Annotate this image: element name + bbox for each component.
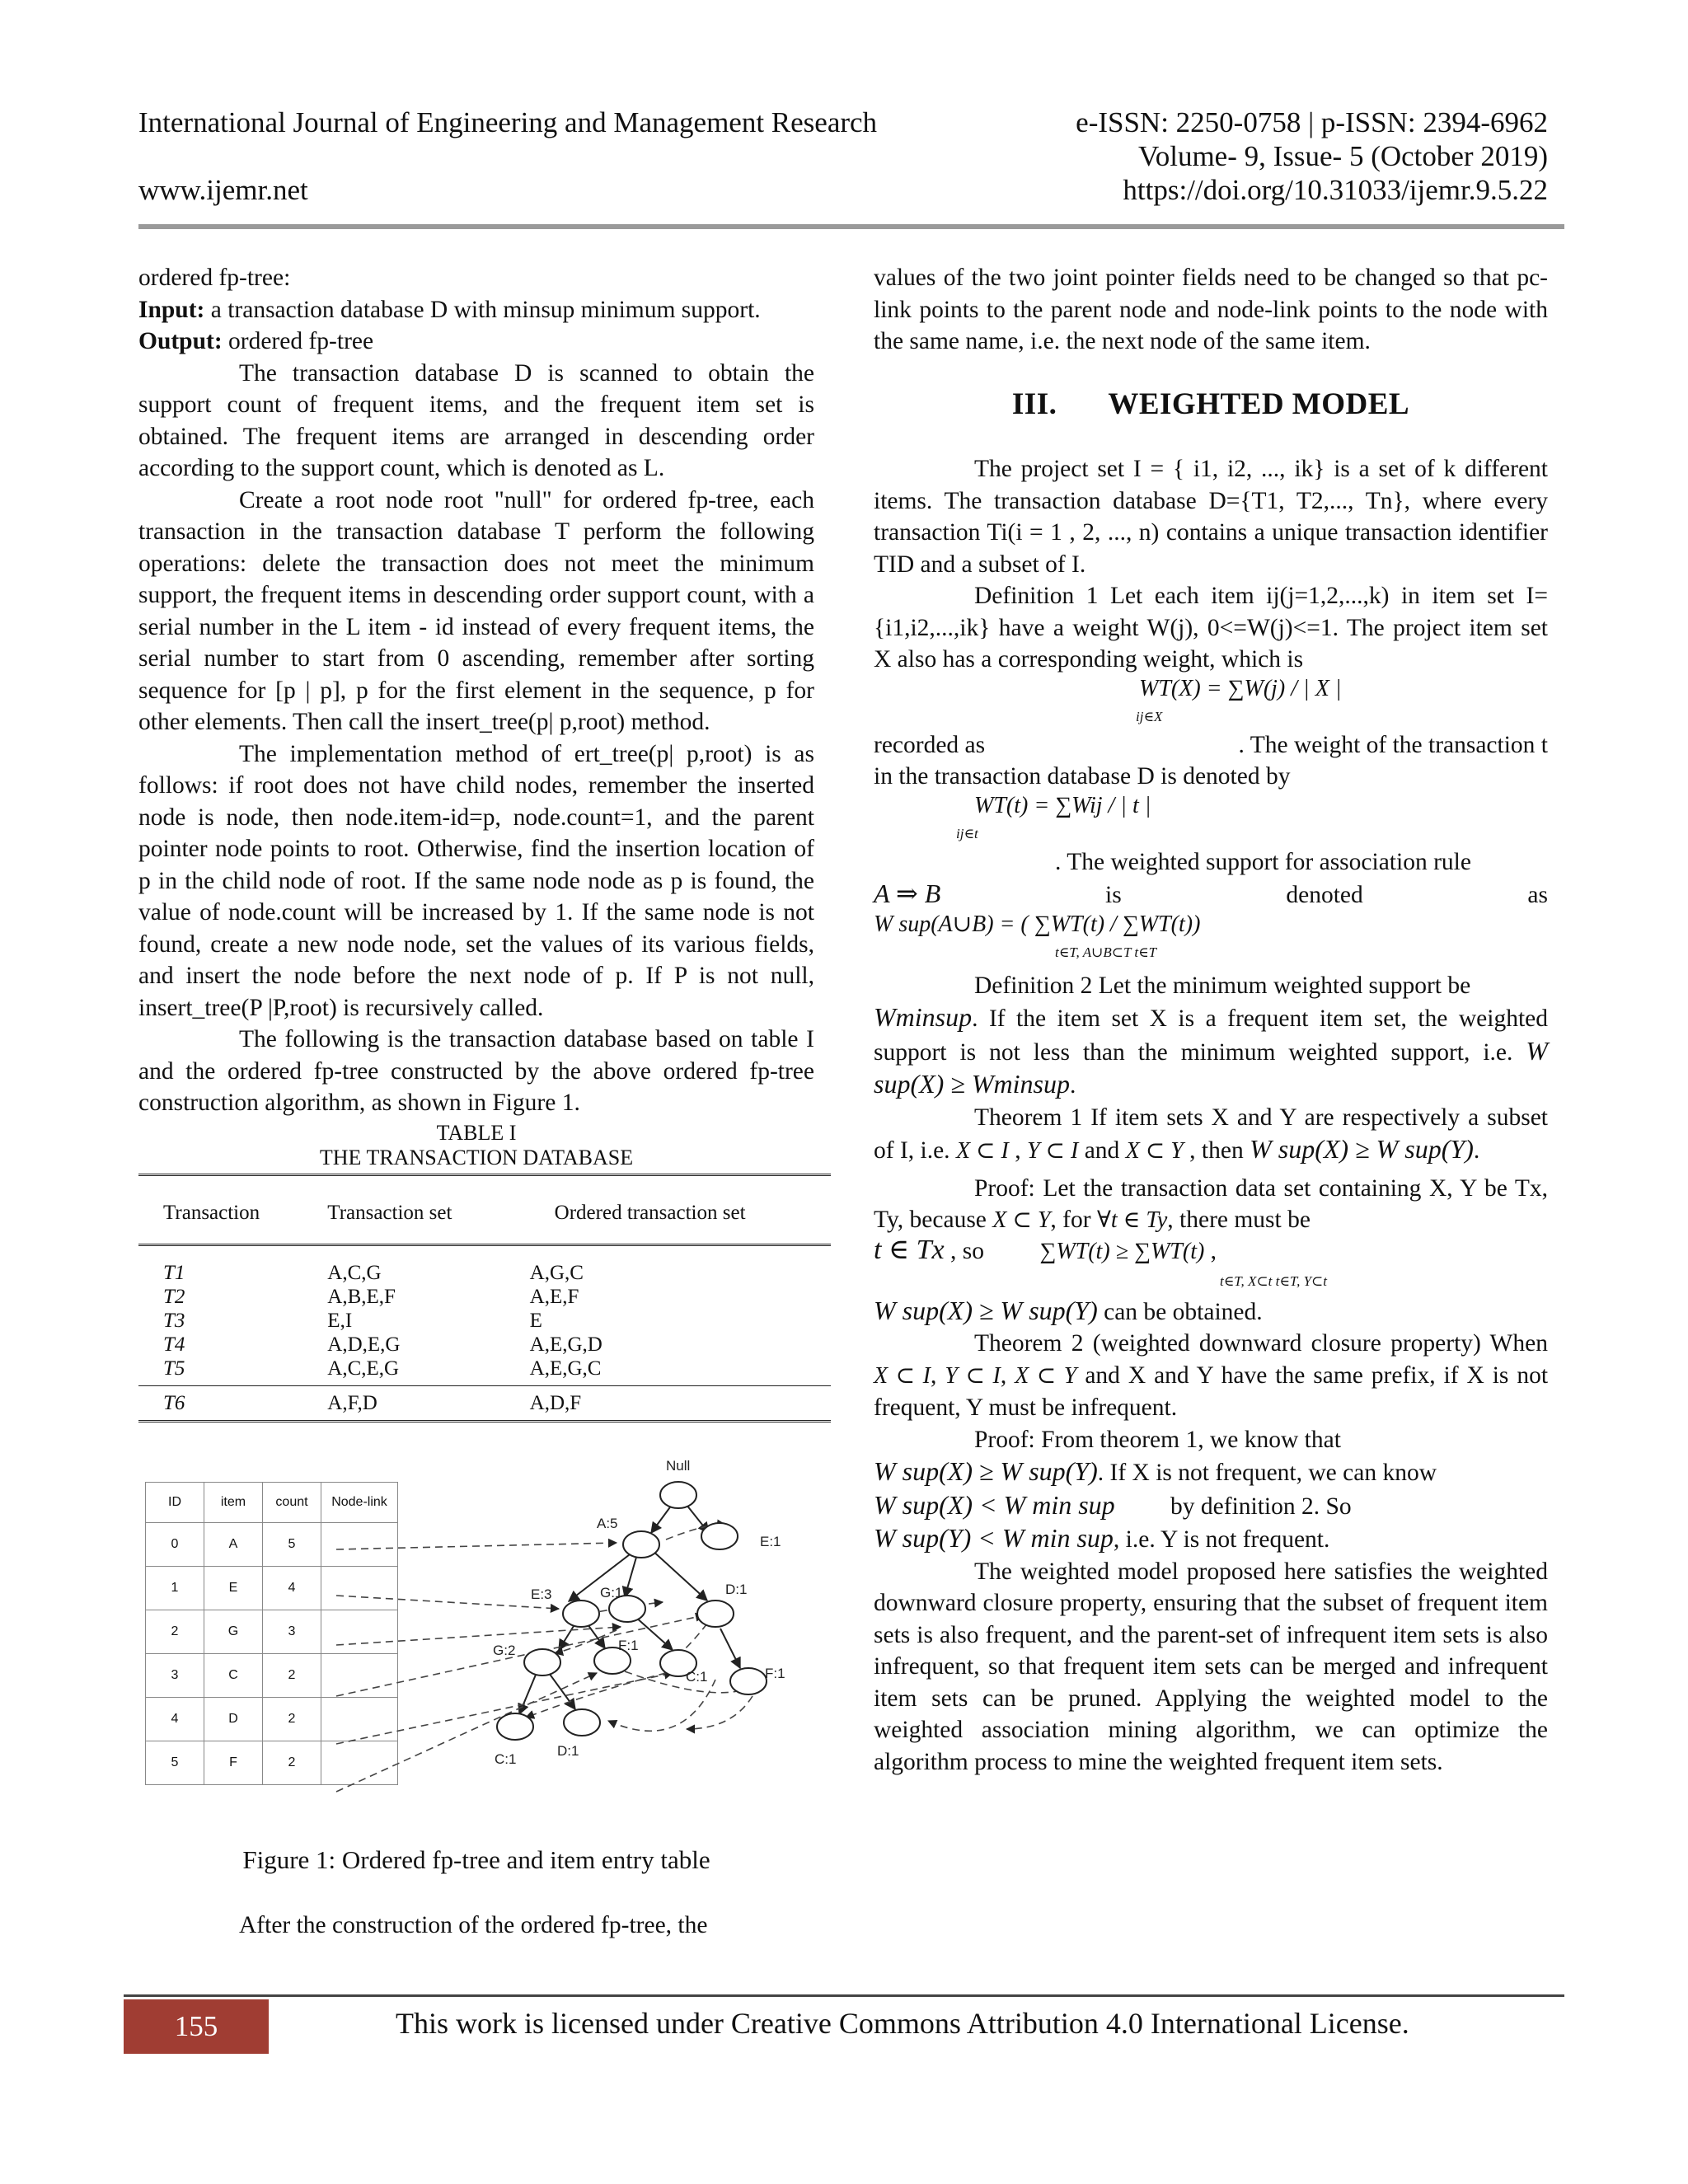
table-caption: TABLE I THE TRANSACTION DATABASE (319, 1120, 634, 1169)
definition-2: Definition 2 Let the minimum weighted support be (974, 972, 1471, 999)
doi-link[interactable]: https://doi.org/10.31033/ijemr.9.5.22 (1123, 174, 1548, 206)
table-row: T6 A,F,D A,D,F (138, 1386, 831, 1422)
page-number: 155 (124, 1999, 269, 2054)
header-rule (138, 224, 1564, 229)
formula-a-implies-b: A ⇒ B (874, 879, 941, 908)
table-row: 3 C 2 (146, 1654, 398, 1698)
table-row: 1 E 4 (146, 1567, 398, 1610)
page-header (138, 105, 1548, 207)
table-header-row: ID item count Node-link (146, 1483, 398, 1523)
node-label: E:3 (531, 1586, 552, 1602)
transaction-table (138, 1174, 831, 1423)
figure-1 (138, 1457, 831, 1828)
table-row: 4 D 2 (146, 1698, 398, 1741)
output-line: Output: ordered fp-tree (138, 328, 374, 354)
theorem-2: Theorem 2 (weighted downward closure property) When X ⊂ I, Y ⊂ I, X ⊂ Y and X and Y have the same prefix, if X is not frequent, Y must be infrequent. (874, 1330, 1549, 1421)
input-label: Input: (138, 296, 205, 323)
node-label: G:2 (493, 1643, 516, 1658)
node-label: A:5 (597, 1516, 618, 1531)
column-header: Ordered transaction set (505, 1174, 831, 1245)
table-row: 2 G 3 (146, 1610, 398, 1654)
column-header: Transaction (138, 1174, 302, 1245)
node-label: C:1 (495, 1751, 517, 1767)
paragraph: The transaction database D is scanned to obtain the support count of frequent items, and the frequent item set is obtained. The frequent items are arranged in descending order according to the support count, which is denoted as L. (138, 359, 814, 481)
website-link[interactable]: www.ijemr.net (138, 174, 308, 206)
tree-nodes (497, 1482, 767, 1740)
table-row: 5 F 2 (146, 1741, 398, 1785)
theorem-1: Theorem 1 If item sets X and Y are respectively a subset of I, i.e. X ⊂ I , Y ⊂ I and X ⊂ Y , then W sup(X) ≥ W sup(Y). (874, 1104, 1548, 1164)
fp-tree-diagram (138, 1457, 831, 1828)
table-row: T3 E,I E (163, 1310, 542, 1332)
node-label: F:1 (765, 1666, 785, 1681)
journal-title: International Journal of Engineering and Management Research (138, 106, 878, 138)
paragraph: values of the two joint pointer fields need to be changed so that pc-link points to the parent node and node-link points to the node with the same name, i.e. the next node of the same item. (874, 265, 1548, 354)
left-column (138, 262, 814, 1941)
table-row: T2 A,B,E,F A,E,F (163, 1286, 579, 1308)
node-label: Null (666, 1458, 691, 1474)
proof-1-cont: t ∈ Tx , so ∑WT(t) ≥ ∑WT(t) , t∈T, X⊂t t∈T, Y⊂t (874, 1234, 1328, 1289)
node-label: D:1 (557, 1743, 579, 1759)
section-title: WEIGHTED MODEL (1108, 387, 1410, 421)
paragraph: Create a root node root "null" for ordered fp-tree, each transaction in the transaction database T perform the following operations: delete the transaction does not meet the minimum support, the frequent items in descending order support count, with a serial number in the L item - id instead of every frequent items, the serial number to start from 0 ascending, remember after sorting sequence for [p | p], p for the first element in the sequence, p for other elements. Then call the insert_tree(p| p,root) method. (138, 486, 814, 735)
issn: e-ISSN: 2250-0758 | p-ISSN: 2394-6962 (1076, 106, 1548, 138)
proof-2-end: W sup(Y) < W min sup, i.e. Y is not frequent. (874, 1523, 1330, 1553)
paragraph: The implementation method of ert_tree(p| p,root) is as follows: if root does not have child nodes, remember the inserted node is node, then node.item-id=p, node.count=1, and the parent pointer node points to root. Otherwise, find the insertion location of p in the child node of root. If the same node node as p is found, the value of node.count will be increased by 1. If the same node is not found, create a new node node, set the values of its various fields, and insert the node before the next node of p. If P is not null, insert_tree(P |P,root) is recursively called. (138, 740, 814, 1021)
table-row: 0 A 5 (146, 1523, 398, 1567)
node-label: G:1 (600, 1585, 623, 1601)
table-header-row (138, 1174, 831, 1245)
section-number: III. (1011, 387, 1057, 421)
paragraph: The weighted model proposed here satisfies the weighted downward closure property, ensuring that the subset of frequent item sets is also frequent, and the parent-set of infrequent item sets is also infrequent, so that frequent item sets can be merged and infrequent item sets can be pruned. Applying the weighted model to the weighted association mining algorithm, we can optimize the algorithm process to mine the weighted frequent item sets. (874, 1558, 1548, 1775)
node-label: C:1 (686, 1669, 708, 1685)
table-row: T5 A,C,E,G A,E,G,C (163, 1357, 602, 1380)
volume-issue: Volume- 9, Issue- 5 (October 2019) (1137, 140, 1548, 172)
proof-1-end: W sup(X) ≥ W sup(Y) can be obtained. (874, 1295, 1263, 1325)
paragraph: The following is the transaction database based on table I and the ordered fp-tree constructed by the above ordered fp-tree construction algorithm, as shown in Figure 1. (138, 1026, 814, 1116)
proof-2-cont: W sup(X) < W min sup by definition 2. So (874, 1489, 1352, 1520)
node-label: F:1 (618, 1638, 639, 1653)
paragraph: The project set I = { i1, i2, ..., ik} is a set of k different items. The transaction database D={T1, T2,..., Tn}, where every transaction Ti(i = 1 , 2, ..., n) contains a unique transaction identifier TID and a subset of I. (874, 456, 1548, 578)
output-label: Output: (138, 328, 223, 354)
table-row: T4 A,D,E,G A,E,G,D (163, 1333, 603, 1356)
input-line: Input: a transaction database D with minsup minimum support. (138, 296, 761, 323)
proof-2-cont: W sup(X) ≥ W sup(Y). If X is not frequent, we can know (874, 1456, 1437, 1486)
node-label: D:1 (725, 1582, 748, 1597)
proof-1: Proof: Let the transaction data set containing X, Y be Tx, Ty, because X ⊂ Y, for ∀t ∈ Ty, there must be (874, 1174, 1548, 1233)
rule-line: A ⇒ B is denoted as (874, 879, 1548, 908)
figure-caption: Figure 1: Ordered fp-tree and item entry table (242, 1845, 710, 1874)
table-row: T1 A,C,G A,G,C (163, 1262, 584, 1284)
node-label: E:1 (760, 1534, 781, 1549)
definition-2-cont: Wminsup. If the item set X is a frequent item set, the weighted support is not less than the minimum weighted support, i.e. W sup(X) ≥ Wminsup. (874, 1002, 1549, 1099)
formula-wtt: WT(t) = ∑Wij / | t | (974, 792, 1151, 818)
paragraph: ordered fp-tree: (138, 265, 291, 291)
definition-1: Definition 1 Let each item ij(j=1,2,...,k) in item set I={i1,i2,...,ik} have a weight W(j), 0<=W(j)<=1. The project item set X also has a corresponding weight, which is WT(X) = ∑W(j) / | X | ij∈X recorded as . The weight of the transaction t in the transaction database D is denoted by WT(t) = ∑Wij / | t | ij∈t . The weighted support for association rule (874, 583, 1548, 875)
paragraph: After the construction of the ordered fp-tree, the (239, 1911, 708, 1938)
formula-wtx: WT(X) = ∑W(j) / | X | (1139, 675, 1342, 701)
footer-rule (124, 1994, 1564, 1997)
right-column (874, 262, 1548, 1778)
license-text: This work is licensed under Creative Commons Attribution 4.0 International License. (396, 2007, 1409, 2040)
proof-2: Proof: From theorem 1, we know that (974, 1426, 1341, 1453)
column-header: Transaction set (302, 1174, 504, 1245)
formula-wsup: W sup(A∪B) = ( ∑WT(t) / ∑WT(t)) t∈T, A∪B⊂T t∈T (874, 911, 1201, 960)
section-heading (874, 389, 1548, 421)
